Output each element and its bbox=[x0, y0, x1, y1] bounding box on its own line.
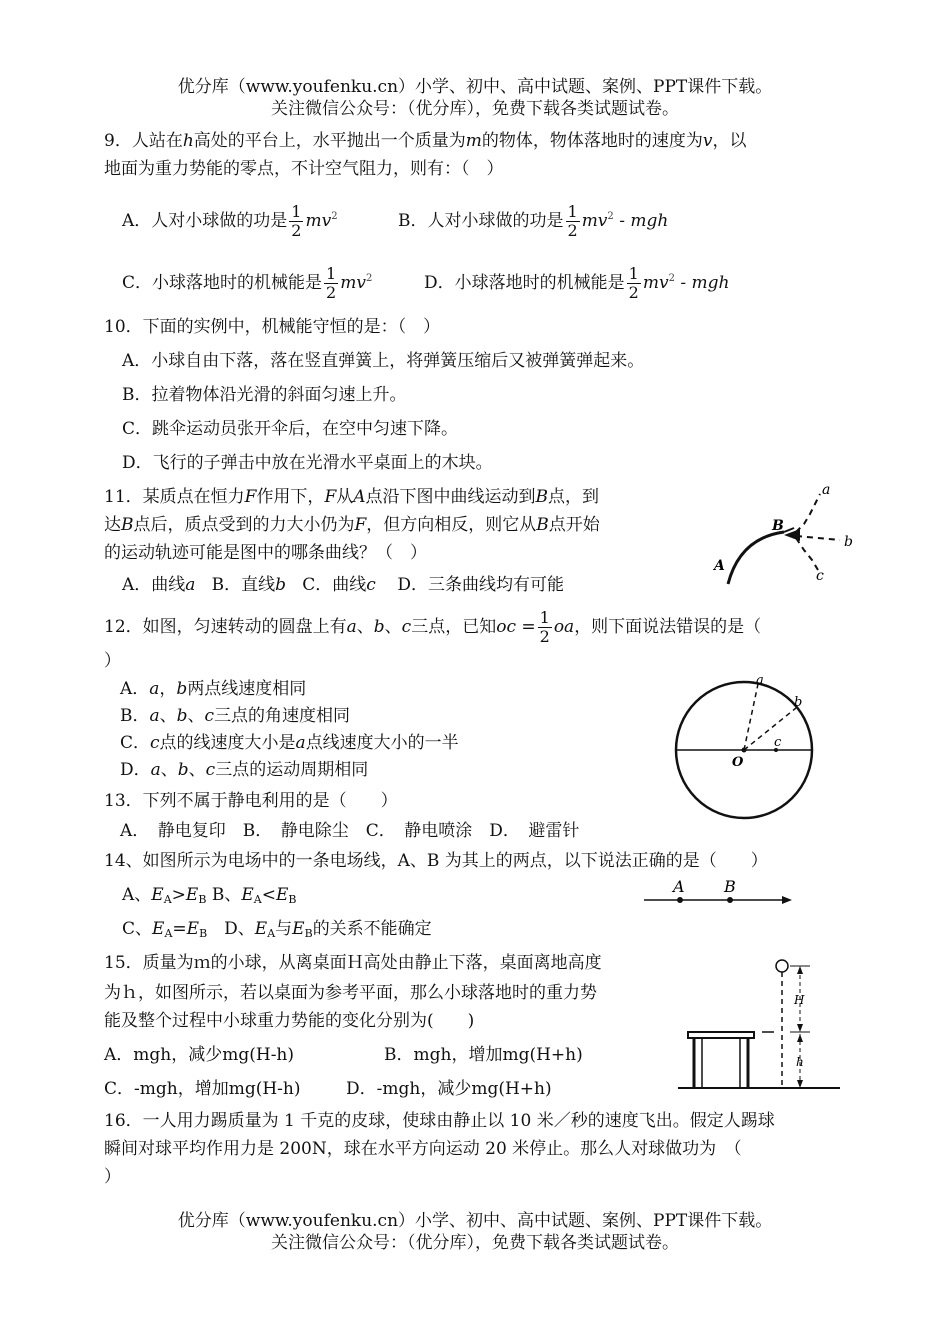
q15-stem-line-2: 为ｈ，如图所示，若以桌面为参考平面，那么小球落地时的重力势 bbox=[104, 983, 597, 1003]
q9-stem-line-1: 9．人站在h高处的平台上，水平抛出一个质量为m的物体，物体落地时的速度为v，以 bbox=[104, 131, 747, 151]
q10-option-b: B．拉着物体沿光滑的斜面匀速上升。 bbox=[122, 385, 407, 405]
q15-table-figure bbox=[674, 954, 844, 1094]
label-a: a bbox=[756, 673, 764, 688]
label-H: H bbox=[794, 993, 805, 1007]
q12-stem-line-1: 12．如图，匀速转动的圆盘上有a、b、c三点，已知oc = $\frac{1}{2}$ oa，则下面说法错误的是（ bbox=[104, 608, 762, 646]
q12-disk-figure bbox=[672, 673, 822, 821]
footer-line-2: 关注微信公众号：（优分库），免费下载各类试题试卷。 bbox=[271, 1233, 679, 1253]
half-fraction: $\frac{1}{2}$ bbox=[628, 264, 639, 302]
label-o: O bbox=[732, 755, 744, 770]
label-c: c bbox=[774, 735, 782, 750]
q15-option-c: C．-mgh，增加mg(H-h) bbox=[104, 1079, 301, 1099]
q16-stem-line-3: ） bbox=[104, 1167, 121, 1187]
q15-stem-line-3: 能及整个过程中小球重力势能的变化分别为( ) bbox=[104, 1011, 475, 1031]
header-line-2: 关注微信公众号：（优分库），免费下载各类试题试卷。 bbox=[271, 99, 679, 119]
center-point bbox=[742, 748, 747, 753]
curve-a bbox=[796, 494, 820, 532]
label-A: A bbox=[714, 558, 725, 574]
ball bbox=[776, 960, 788, 972]
q12-stem-line-2: ） bbox=[104, 651, 121, 671]
q9-option-b: B．人对小球做的功是 $\frac{1}{2}$ $mv^2$ - mgh bbox=[398, 202, 669, 240]
q10-option-d: D．飞行的子弹击中放在光滑水平桌面上的木块。 bbox=[122, 453, 493, 473]
radius-oa bbox=[744, 684, 758, 750]
q11-stem-line-3: 的运动轨迹可能是图中的哪条曲线？（ ） bbox=[104, 543, 427, 563]
q14-options-cd: C、$E_A=E_B$ D、$E_A$与$E_B$的关系不能确定 bbox=[122, 919, 432, 940]
label-b: b bbox=[844, 534, 853, 550]
label-B: B bbox=[772, 518, 784, 534]
q9-option-a: A．人对小球做的功是 $\frac{1}{2}$ $mv^2$ bbox=[122, 202, 338, 240]
half-fraction: $\frac{1}{2}$ bbox=[539, 608, 550, 646]
q10-option-a: A．小球自由下落，落在竖直弹簧上，将弹簧压缩后又被弹簧弹起来。 bbox=[122, 351, 645, 371]
q11-stem-line-1: 11．某质点在恒力F作用下，F从A点沿下图中曲线运动到B点，到 bbox=[104, 487, 600, 507]
label-c: c bbox=[816, 568, 824, 584]
label-b: b bbox=[794, 695, 803, 710]
half-fraction: $\frac{1}{2}$ bbox=[291, 202, 302, 240]
table-top bbox=[688, 1032, 754, 1038]
label-h: h bbox=[796, 1055, 804, 1069]
footer-line-1: 优分库（www.youfenku.cn）小学、初中、高中试题、案例、PPT课件下载。 bbox=[177, 1211, 773, 1231]
q9-option-d: D．小球落地时的机械能是 $\frac{1}{2}$ $mv^2$ - mgh bbox=[424, 264, 730, 302]
point-A bbox=[677, 897, 683, 903]
half-fraction: $\frac{1}{2}$ bbox=[567, 202, 578, 240]
q11-stem-line-2: 达B点后，质点受到的力大小仍为F，但方向相反，则它从B点开始 bbox=[104, 515, 600, 535]
q12-option-d: D．a、b、c三点的运动周期相同 bbox=[120, 760, 369, 780]
q16-stem-line-2: 瞬间对球平均作用力是 200N，球在水平方向运动 20 米停止。那么人对球做功为 （ bbox=[104, 1139, 742, 1159]
label-B: B bbox=[724, 877, 736, 896]
q10-option-c: C．跳伞运动员张开伞后，在空中匀速下降。 bbox=[122, 419, 459, 439]
q11-options: A．曲线a B．直线b C．曲线c D．三条曲线均有可能 bbox=[122, 575, 565, 595]
q11-trajectory-figure bbox=[700, 480, 880, 600]
q14-field-line-figure bbox=[640, 876, 800, 916]
line-b bbox=[796, 536, 840, 540]
q9-option-c: C．小球落地时的机械能是 $\frac{1}{2}$ $mv^2$ bbox=[122, 264, 373, 302]
header-line-1: 优分库（www.youfenku.cn）小学、初中、高中试题、案例、PPT课件下载。 bbox=[177, 77, 773, 97]
curve-a-to-b bbox=[728, 532, 784, 584]
arrow-right-icon bbox=[782, 896, 792, 904]
q16-stem-line-1: 16．一人用力踢质量为 1 千克的皮球，使球由静止以 10 米／秒的速度飞出。假定人踢球 bbox=[104, 1111, 775, 1131]
label-a: a bbox=[822, 482, 831, 498]
q15-option-d: D．-mgh，减少mg(H+h) bbox=[346, 1079, 552, 1099]
curve-c bbox=[796, 538, 818, 570]
q13-stem: 13．下列不属于静电利用的是（ ） bbox=[104, 791, 398, 811]
q15-option-b: B．mgh，增加mg(H+h) bbox=[384, 1045, 583, 1065]
q12-option-b: B．a、b、c三点的角速度相同 bbox=[120, 706, 351, 726]
point-B bbox=[727, 897, 733, 903]
q14-stem: 14、如图所示为电场中的一条电场线，A、B 为其上的两点，以下说法正确的是（ ） bbox=[104, 851, 768, 871]
q13-options: A． 静电复印 B． 静电除尘 C． 静电喷涂 D． 避雷针 bbox=[120, 821, 580, 841]
q15-stem-line-1: 15．质量为ｍ的小球，从离桌面Ｈ高处由静止下落，桌面离地高度 bbox=[104, 953, 602, 973]
half-fraction: $\frac{1}{2}$ bbox=[326, 264, 337, 302]
q10-stem: 10．下面的实例中，机械能守恒的是：（ ） bbox=[104, 317, 441, 337]
q12-option-a: A．a，b两点线速度相同 bbox=[120, 679, 307, 699]
label-A: A bbox=[673, 877, 685, 896]
q14-options-ab: A、$E_A>E_B$ B、$E_A<E_B$ bbox=[122, 885, 297, 906]
q9-stem-line-2: 地面为重力势能的零点，不计空气阻力，则有：（ ） bbox=[104, 159, 504, 179]
q12-option-c: C．c点的线速度大小是a点线速度大小的一半 bbox=[120, 733, 459, 753]
q15-option-a: A．mgh，减少mg(H-h) bbox=[104, 1045, 295, 1065]
